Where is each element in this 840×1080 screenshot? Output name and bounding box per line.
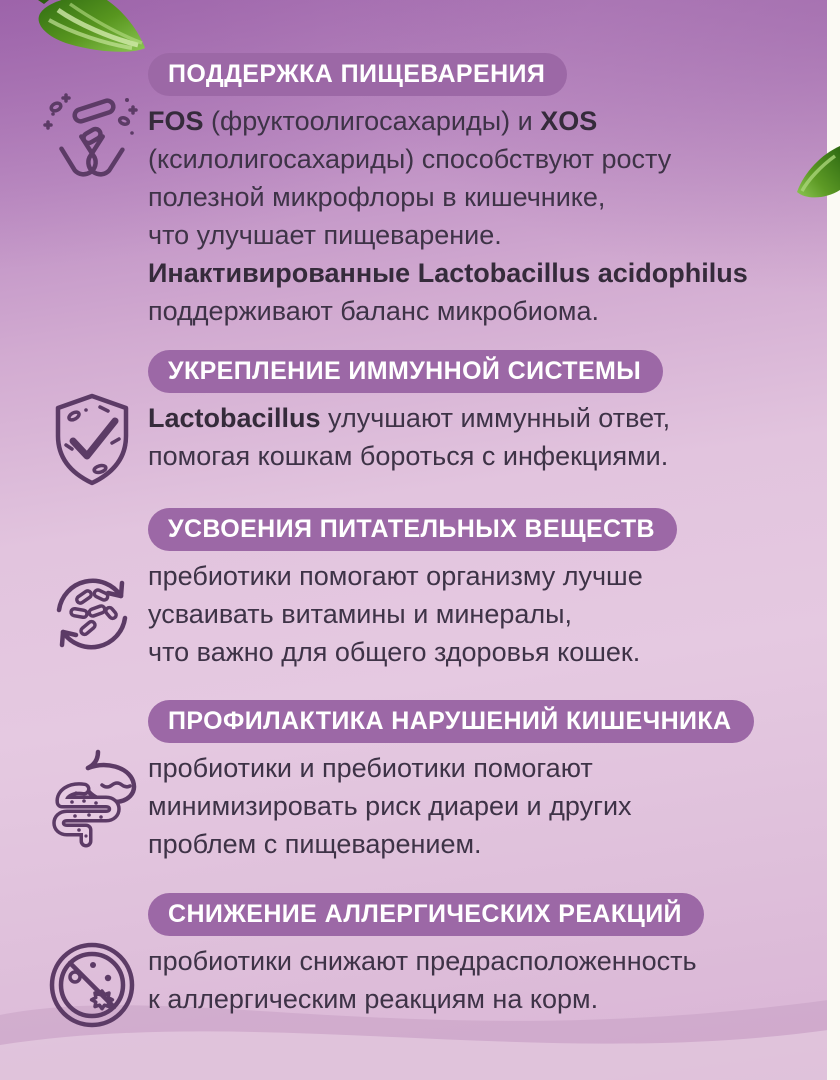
leaf-decoration-top-left <box>14 0 146 58</box>
shield-check-icon <box>42 390 142 490</box>
benefit-header-gut-prevention <box>148 700 754 743</box>
benefit-header-label: УСВОЕНИЯ ПИТАТЕЛЬНЫХ ВЕЩЕСТВ <box>168 515 655 543</box>
benefit-body-gut-prevention: пробиотики и пребиотики помогают минимизировать риск диареи и других проблем с пищеварением. <box>148 753 632 859</box>
benefit-body-digestion: FOS (фруктоолигосахариды) и XOS (ксилолигосахариды) способствуют росту полезной микрофлоры в кишечнике, что улучшает пищеварение. Инактивированные Lactobacillus acidophilus поддерживают баланс микробиома. <box>148 106 748 326</box>
benefit-header-absorption <box>148 508 677 551</box>
leaf-decoration-right <box>794 146 840 208</box>
benefit-header-immunity <box>148 350 663 393</box>
benefit-body-absorption: пребиотики помогают организму лучше усваивать витамины и минералы, что важно для общего здоровья кошек. <box>148 561 643 667</box>
benefit-section-immunity <box>0 350 828 475</box>
benefit-section-gut-prevention <box>0 700 828 863</box>
benefit-section-absorption <box>0 508 828 671</box>
benefit-header-label: ПОДДЕРЖКА ПИЩЕВАРЕНИЯ <box>168 60 546 88</box>
gut-icon <box>42 748 142 848</box>
benefit-header-label: ПРОФИЛАКТИКА НАРУШЕНИЙ КИШЕЧНИКА <box>168 707 732 735</box>
benefit-section-digestion <box>0 53 828 330</box>
benefit-header-label: УКРЕПЛЕНИЕ ИММУННОЙ СИСТЕМЫ <box>168 357 642 385</box>
benefit-body-immunity: Lactobacillus улучшают иммунный ответ, помогая кошкам бороться с инфекциями. <box>148 403 671 471</box>
benefit-section-allergy <box>0 893 828 1018</box>
benefit-header-digestion <box>148 53 567 96</box>
no-allergy-icon <box>42 935 142 1035</box>
benefit-header-label: СНИЖЕНИЕ АЛЛЕРГИЧЕСКИХ РЕАКЦИЙ <box>168 900 682 928</box>
nutrient-cycle-icon <box>42 564 142 664</box>
benefit-body-allergy: пробиотики снижают предрасположенность к аллергическим реакциям на корм. <box>148 946 697 1014</box>
benefit-header-allergy <box>148 893 704 936</box>
capsule-probiotics-icon <box>42 91 142 191</box>
